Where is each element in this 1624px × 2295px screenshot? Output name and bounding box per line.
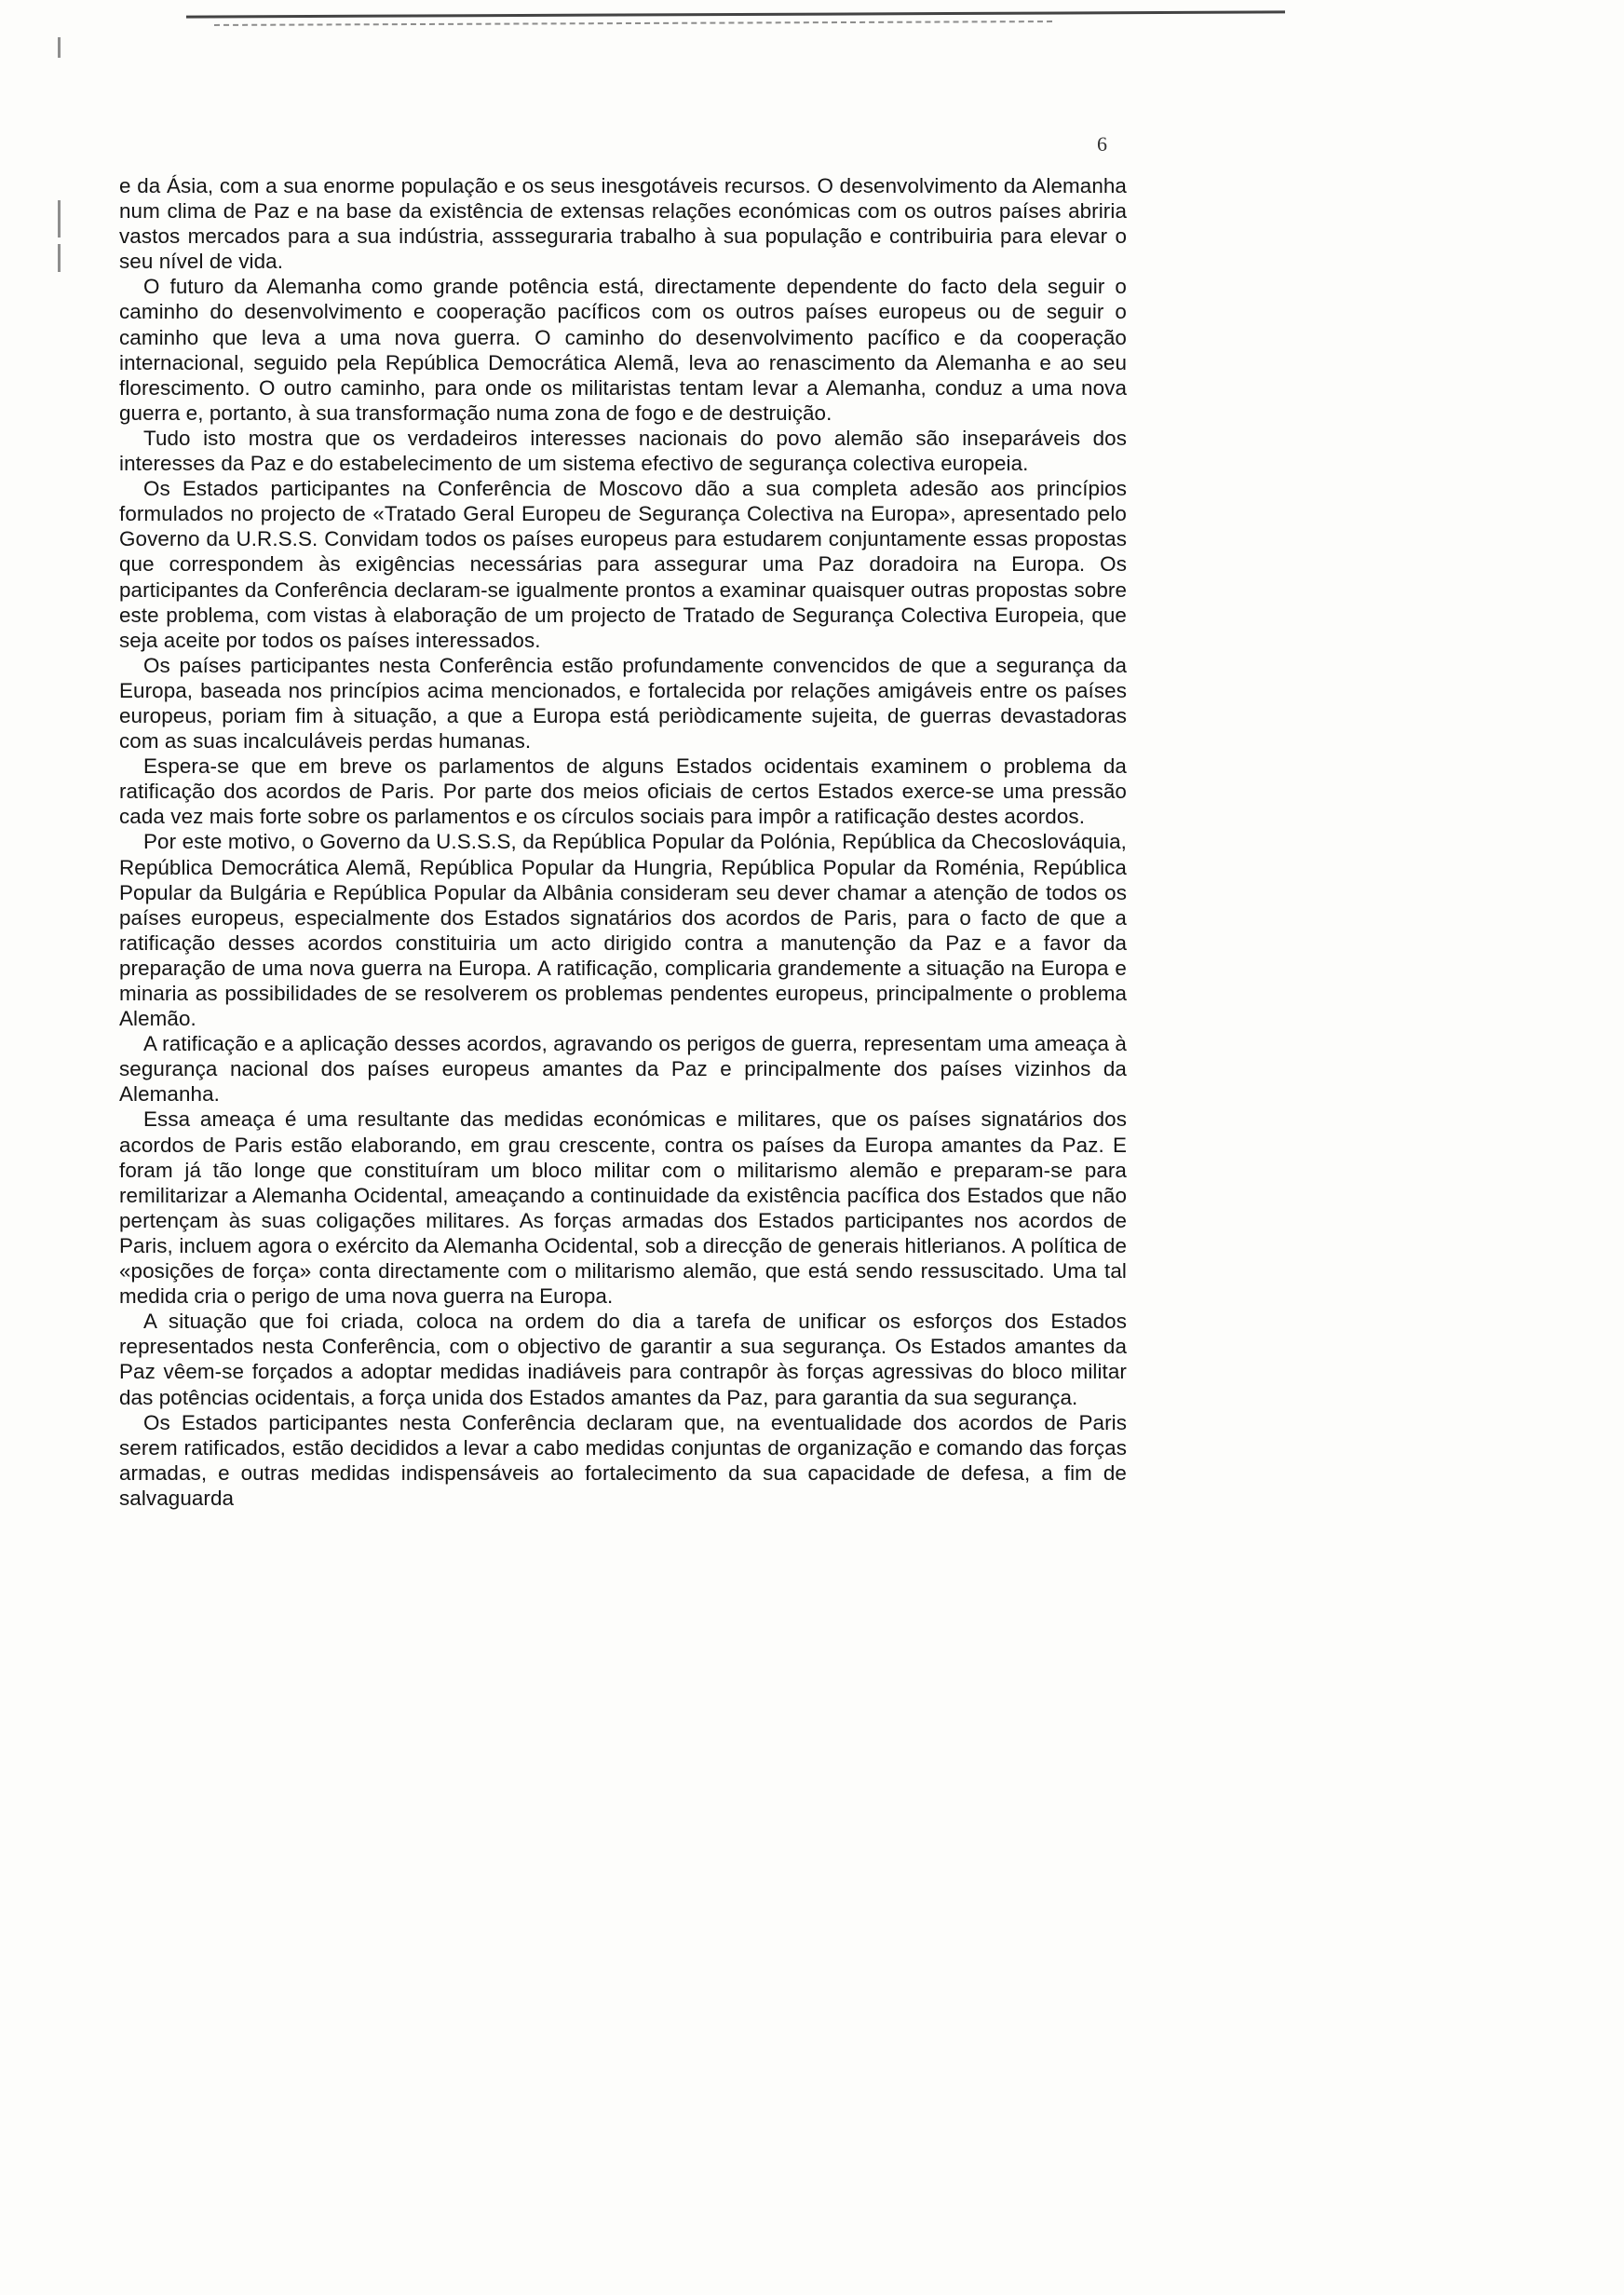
paragraph: A ratificação e a aplicação desses acordos, agravando os perigos de guerra, representam uma ameaça à segurança nacional dos países europeus amantes da Paz e principalmente dos países vizinhos da Alemanha. [119, 1032, 1127, 1107]
paragraph: Os Estados participantes nesta Conferência declaram que, na eventualidade dos acordos de Paris serem ratificados, estão decididos a levar a cabo medidas conjuntas de organização e comando das forças armadas, e outras medidas indispensáveis ao fortalecimento da sua capacidade de defesa, a fim de salvaguarda [119, 1410, 1127, 1510]
paragraph: Espera-se que em breve os parlamentos de alguns Estados ocidentais examinem o problema da ratificação dos acordos de Paris. Por parte dos meios oficiais de certos Estados exerce-se uma pressão cada vez mais forte sobre os parlamentos e os círculos sociais para impôr a ratificação destes acordos. [119, 754, 1127, 829]
margin-binding-mark [58, 200, 61, 238]
paragraph: Por este motivo, o Governo da U.S.S.S, da República Popular da Polónia, República da Checoslováquia, República Democrática Alemã, República Popular da Hungria, República Popular da Roménia, República Popular da Bulgária e República Popular da Albânia consideram seu dever chamar a atenção de todos os países europeus, especialmente dos Estados signatários dos acordos de Paris, para o facto de que a ratificação desses acordos constituiria um acto dirigido contra a manutenção da Paz e a favor da preparação de uma nova guerra na Europa. A ratificação, complicaria grandemente a situação na Europa e minaria as possibilidades de se resolverem os problemas pendentes europeus, principalmente o problema Alemão. [119, 830, 1127, 1031]
margin-binding-mark [58, 37, 61, 58]
document-body [119, 173, 1127, 1511]
paragraph: Tudo isto mostra que os verdadeiros interesses nacionais do povo alemão são inseparáveis dos interesses da Paz e do estabelecimento de um sistema efectivo de segurança colectiva europeia. [119, 426, 1127, 476]
paragraph: Os países participantes nesta Conferência estão profundamente convencidos de que a segurança da Europa, baseada nos princípios acima mencionados, e fortalecida por relações amigáveis entre os países europeus, poriam fim à situação, a que a Europa está periòdicamente sujeita, de guerras devastadoras com as suas incalculáveis perdas humanas. [119, 653, 1127, 754]
margin-binding-mark [58, 244, 61, 272]
paragraph: O futuro da Alemanha como grande potência está, directamente dependente do facto dela seguir o caminho do desenvolvimento e cooperação pacíficos com os outros países europeus ou de seguir o caminho que leva a uma nova guerra. O caminho do desenvolvimento pacífico e da cooperação internacional, seguido pela República Democrática Alemã, leva ao renascimento da Alemanha e ao seu florescimento. O outro caminho, para onde os militaristas tentam levar a Alemanha, conduz a uma nova guerra e, portanto, à sua transformação numa zona de fogo e de destruição. [119, 275, 1127, 425]
page-number: 6 [1097, 132, 1107, 156]
top-edge-rule [186, 10, 1285, 18]
paragraph: e da Ásia, com a sua enorme população e os seus inesgotáveis recursos. O desenvolvimento da Alemanha num clima de Paz e na base da existência de extensas relações económicas com os outros países abriria vastos mercados para a sua indústria, assseguraria trabalho à sua população e contribuiria para elevar o seu nível de vida. [119, 174, 1127, 274]
paragraph: Essa ameaça é uma resultante das medidas económicas e militares, que os países signatários dos acordos de Paris estão elaborando, em grau crescente, contra os países da Europa amantes da Paz. E foram já tão longe que constituíram um bloco militar com o militarismo alemão e preparam-se para remilitarizar a Alemanha Ocidental, ameaçando a continuidade da existência pacífica dos Estados que não pertençam às suas coligações militares. As forças armadas dos Estados participantes nos acordos de Paris, incluem agora o exército da Alemanha Ocidental, sob a direcção de generais hitlerianos. A política de «posições de força» conta directamente com o militarismo alemão, que está sendo ressuscitado. Uma tal medida cria o perigo de uma nova guerra na Europa. [119, 1107, 1127, 1309]
top-edge-rule-faint [214, 20, 1052, 26]
paragraph: A situação que foi criada, coloca na ordem do dia a tarefa de unificar os esforços dos Estados representados nesta Conferência, com o objectivo de garantir a sua segurança. Os Estados amantes da Paz vêem-se forçados a adoptar medidas inadiáveis para contrapôr às forças agressivas do bloco militar das potências ocidentais, a força unida dos Estados amantes da Paz, para garantia da sua segurança. [119, 1310, 1127, 1409]
paragraph: Os Estados participantes na Conferência de Moscovo dão a sua completa adesão aos princípios formulados no projecto de «Tratado Geral Europeu de Segurança Colectiva na Europa», apresentado pelo Governo da U.R.S.S. Convidam todos os países europeus para estudarem conjuntamente essas propostas que correspondem às exigências necessárias para assegurar uma Paz doradoira na Europa. Os participantes da Conferência declaram-se igualmente prontos a examinar quaisquer outras propostas sobre este problema, com vistas à elaboração de um projecto de Tratado de Segurança Colectiva Europeia, que seja aceite por todos os países interessados. [119, 477, 1127, 652]
